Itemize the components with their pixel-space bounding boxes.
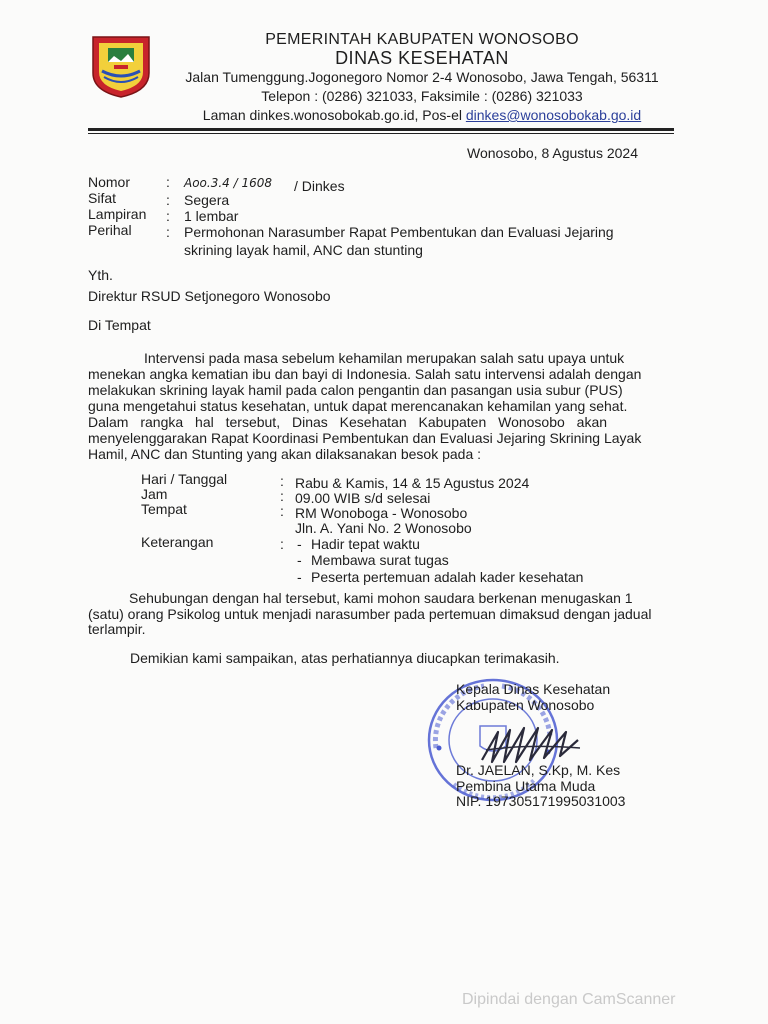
camscanner-watermark: Dipindai dengan CamScanner — [462, 991, 676, 1008]
letter-date: Wonosobo, 8 Agustus 2024 — [467, 145, 638, 161]
phone: Telepon : (0286) 321033, Faksimile : (0286) 321033 — [261, 88, 583, 104]
paragraph-2-line: Sehubungan dengan hal tersebut, kami mohon saudara berkenan menugaskan 1 — [129, 590, 633, 606]
nomor-colon: : — [166, 174, 170, 190]
paragraph-1-line: guna mengetahui status kesehatan, untuk dapat merencanakan kehamilan yang sehat. — [88, 398, 628, 414]
paragraph-1-line: Intervensi pada masa sebelum kehamilan merupakan salah satu upaya untuk — [144, 350, 625, 366]
perihal-label: Perihal — [88, 222, 132, 238]
web-email-line — [160, 106, 684, 125]
paragraph-2-line: terlampir. — [88, 621, 146, 637]
closing-paragraph: Demikian kami sampaikan, atas perhatiannya diucapkan terimakasih. — [130, 650, 560, 666]
paragraph-1-line: menekan angka kematian ibu dan bayi di Indonesia. Salah satu intervensi adalah dengan — [88, 366, 642, 382]
lampiran-value: 1 lembar — [184, 208, 239, 224]
tempat-value-2: Jln. A. Yani No. 2 Wonosobo — [295, 520, 472, 536]
recipient-name: Direktur RSUD Setjonegoro Wonosobo — [88, 288, 331, 304]
signer-name: Dr. JAELAN, S.Kp, M. Kes — [456, 762, 621, 778]
signer-rank: Pembina Utama Muda — [456, 778, 596, 794]
wonosobo-coat-of-arms-logo — [90, 35, 152, 99]
paragraph-1-line: menyelenggarakan Rapat Koordinasi Pembentukan dan Evaluasi Jejaring Skrining Layak — [88, 430, 642, 446]
keterangan-item: Membawa surat tugas — [311, 552, 449, 568]
hari-value: Rabu & Kamis, 14 & 15 Agustus 2024 — [295, 475, 530, 491]
letterhead — [160, 30, 684, 125]
signer-title-2: Kabupaten Wonosobo — [456, 697, 595, 713]
email-link[interactable]: dinkes@wonosobokab.go.id — [465, 107, 642, 123]
paragraph-1-line: Dalam rangka hal tersebut, Dinas Kesehatan Kabupaten Wonosobo akan — [88, 414, 608, 430]
lampiran-label: Lampiran — [88, 206, 147, 222]
website-text: Laman dinkes.wonosobokab.go.id, Pos-el — [202, 107, 466, 123]
sifat-colon: : — [166, 192, 170, 208]
signer-nip: NIP. 197305171995031003 — [456, 793, 626, 809]
jam-value: 09.00 WIB s/d selesai — [295, 490, 431, 506]
keterangan-label: Keterangan — [141, 534, 214, 550]
paragraph-2-line: (satu) orang Psikolog untuk menjadi narasumber pada pertemuan dimaksud dengan jadual — [88, 606, 652, 622]
keterangan-item: Peserta pertemuan adalah kader kesehatan — [311, 569, 584, 585]
perihal-line-2: skrining layak hamil, ANC dan stunting — [184, 242, 423, 258]
paragraph-1-line: melakukan skrining layak hamil pada calon pengantin dan pasangan usia subur (PUS) — [88, 382, 623, 398]
perihal-colon: : — [166, 224, 170, 240]
tempat-label: Tempat — [141, 501, 187, 517]
keterangan-dash: - — [297, 552, 302, 568]
org-name: PEMERINTAH KABUPATEN WONOSOBO — [265, 31, 579, 48]
hari-colon: : — [280, 473, 284, 489]
dept-name: DINAS KESEHATAN — [335, 48, 509, 68]
sifat-label: Sifat — [88, 190, 117, 206]
jam-label: Jam — [141, 486, 168, 502]
paragraph-1-line: Hamil, ANC dan Stunting yang akan dilaksanakan besok pada : — [88, 446, 482, 462]
sifat-value: Segera — [184, 192, 230, 208]
hari-label: Hari / Tanggal — [141, 471, 228, 487]
nomor-label: Nomor — [88, 174, 131, 190]
letterhead-rule-thin — [88, 133, 674, 134]
recipient-place: Di Tempat — [88, 317, 151, 333]
tempat-value-1: RM Wonoboga - Wonosobo — [295, 505, 468, 521]
keterangan-dash: - — [297, 536, 302, 552]
keterangan-colon: : — [280, 536, 284, 552]
nomor-handwritten: Aoo.3.4 / 1608 — [184, 176, 273, 190]
keterangan-item: Hadir tepat waktu — [311, 536, 420, 552]
nomor-suffix: / Dinkes — [294, 178, 345, 194]
jam-colon: : — [280, 488, 284, 504]
lampiran-colon: : — [166, 208, 170, 224]
recipient-yth: Yth. — [88, 267, 113, 283]
address: Jalan Tumenggung.Jogonegoro Nomor 2-4 Wonosobo, Jawa Tengah, 56311 — [185, 69, 659, 85]
signer-title-1: Kepala Dinas Kesehatan — [456, 681, 611, 697]
letterhead-rule-thick — [88, 128, 674, 131]
perihal-line-1: Permohonan Narasumber Rapat Pembentukan dan Evaluasi Jejaring — [184, 224, 614, 240]
keterangan-dash: - — [297, 569, 302, 585]
tempat-colon: : — [280, 503, 284, 519]
